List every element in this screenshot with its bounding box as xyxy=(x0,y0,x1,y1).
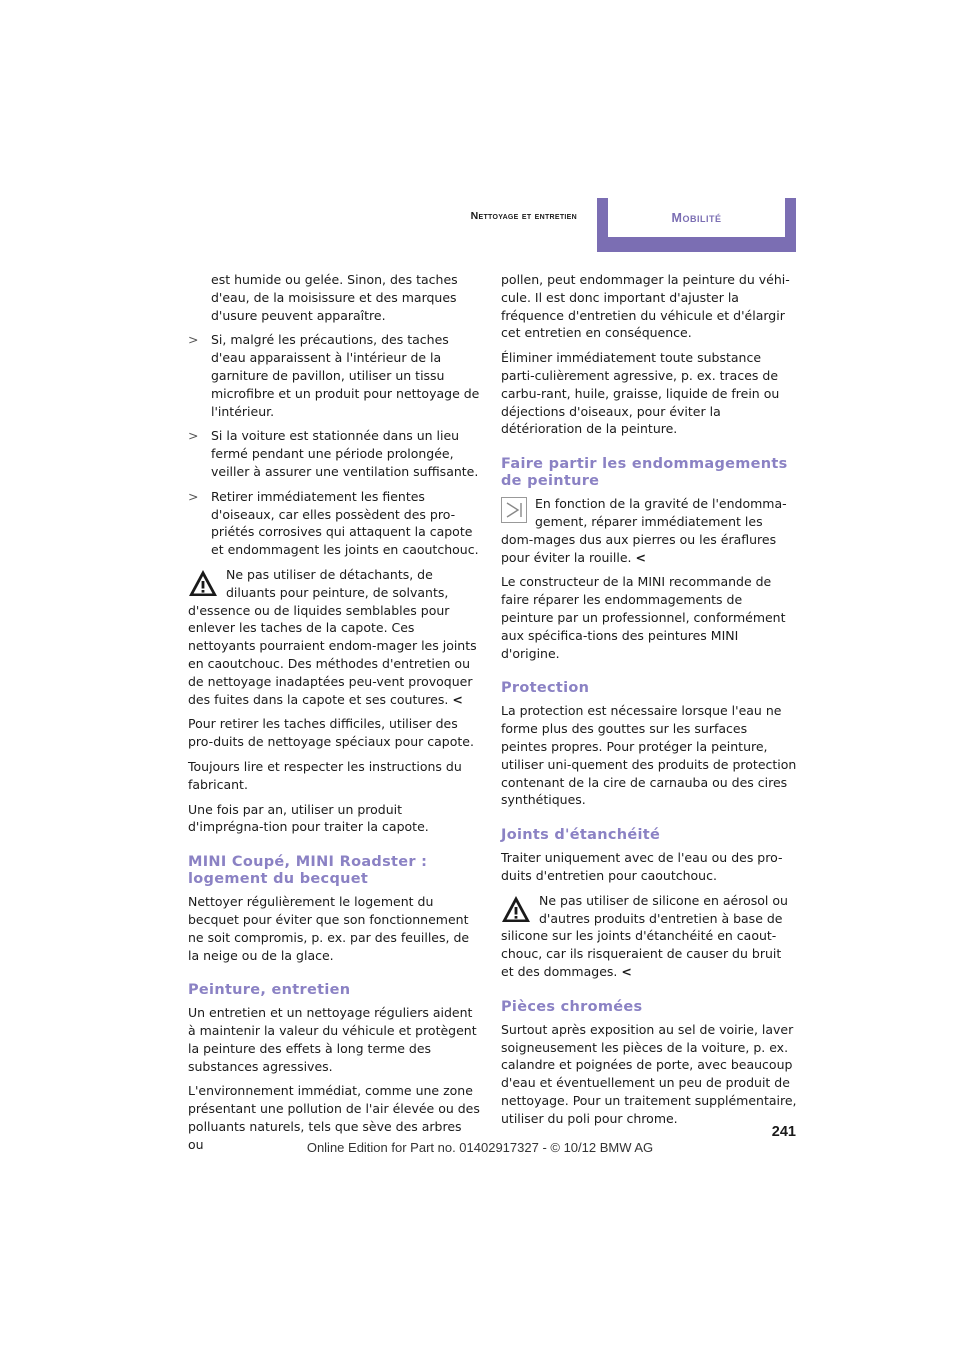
end-mark: < xyxy=(452,691,463,707)
paragraph: Surtout après exposition au sel de voirie, laver soigneusement les pièces de la voiture, p. ex. calandre et poignées de porte, avec beaucoup d'eau et éventuellement un peu de produit de nettoyage. Pour un traitement supplémentaire, utiliser du poli pour chrome. xyxy=(501,1021,797,1126)
heading-peinture: Peinture, entretien xyxy=(188,982,351,999)
warning-icon xyxy=(188,568,218,598)
section-title: Nettoyage et entretien xyxy=(470,210,577,222)
paragraph: La protection est nécessaire lorsque l'eau ne forme plus des gouttes sur les surfaces peintes propres. Pour protéger la peinture, utiliser uni-quement des produits de protection contenant de la cire de carnauba ou des cires synthétiques. xyxy=(501,703,797,808)
bullet-arrow: > xyxy=(188,332,199,348)
chapter-label: Mobilité xyxy=(608,198,785,237)
warning-note xyxy=(188,566,480,708)
right-column xyxy=(501,271,797,1134)
tip-text: En fonction de la gravité de l'endomma-gement, réparer immédiatement les dom-mages dus aux pierres ou les éraflures pour éviter la rouille. xyxy=(501,496,787,565)
paragraph: Traiter uniquement avec de l'eau ou des pro-duits d'entretien pour caoutchouc. xyxy=(501,850,783,883)
bullet-item xyxy=(188,427,480,480)
warning-note xyxy=(501,892,797,981)
tip-note xyxy=(501,495,797,566)
heading-chrome: Pièces chromées xyxy=(501,998,643,1015)
left-column xyxy=(188,271,480,1161)
warning-text: Ne pas utiliser de silicone en aérosol ou d'autres produits d'entretien à base de silicone sur les joints d'étanchéité en caout-chouc, car ils risqueraient de causer du bruit et des dommages. xyxy=(501,892,788,979)
paragraph: Nettoyer régulièrement le logement du becquet pour éviter que son fonctionnement ne soit compromis, p. ex. par des feuilles, de la neige ou de la glace. xyxy=(188,894,470,963)
bullet-arrow: > xyxy=(188,428,199,444)
paragraph: Éliminer immédiatement toute substance parti-culièrement agressive, p. ex. traces de carbu-rant, huile, graisse, liquide de frein ou déjections d'oiseaux, pour éviter la détérioration de la peinture. xyxy=(501,350,780,437)
paragraph: Une fois par an, utiliser un produit d'imprégna-tion pour traiter la capote. xyxy=(188,801,429,835)
paragraph: Toujours lire et respecter les instructions du fabricant. xyxy=(188,758,462,792)
paragraph: pollen, peut endommager la peinture du véhi-cule. Il est donc important d'ajuster la fréquence d'entretien du véhicule et d'élargir cet entretien en conséquence. xyxy=(501,272,790,341)
paragraph: Un entretien et un nettoyage réguliers aident à maintenir la valeur du véhicule et protègent la peinture des effets à long terme des substances agressives. xyxy=(188,1005,477,1074)
bullet-item xyxy=(188,488,480,559)
paragraph: L'environnement immédiat, comme une zone présentant une pollution de l'air élevée ou des polluants naturels, tels que sève des arbres ou xyxy=(188,1083,480,1152)
bullet-item xyxy=(188,331,480,420)
bullet-text: Si la voiture est stationnée dans un lieu fermé pendant une période prolongée, veiller à assurer une ventilation suffisante. xyxy=(211,428,479,479)
chapter-tab xyxy=(597,198,796,252)
paragraph: Pour retirer les taches difficiles, utiliser des pro-duits de nettoyage spéciaux pour capote. xyxy=(188,716,474,750)
warning-icon xyxy=(501,894,531,924)
paragraph: Le constructeur de la MINI recommande de faire réparer les endommagements de peinture par un professionnel, conformément aux spécifica-tions des peintures MINI d'origine. xyxy=(501,574,786,661)
bullet-text: Retirer immédiatement les fientes d'oiseaux, car elles possèdent des pro-priétés corrosives qui attaquent la capote et endommagent les joints en caoutchouc. xyxy=(211,488,479,558)
heading-becquet: MINI Coupé, MINI Roadster : logement du becquet xyxy=(188,854,428,888)
heading-joints: Joints d'étanchéité xyxy=(501,827,661,844)
page-number: 241 xyxy=(771,1124,796,1140)
end-mark: < xyxy=(635,549,646,565)
heading-protection: Protection xyxy=(501,680,590,697)
warning-text: Ne pas utiliser de détachants, de diluants pour peinture, de solvants, d'essence ou de liquides semblables pour enlever les taches de la capote. Ces nettoyants pourraient endom-mager les joints en caoutchouc. Des méthodes d'entretien ou de nettoyage inadaptées peu-vent provoquer des fuites dans la capote et ses coutures. xyxy=(188,566,477,707)
bullet-text: Si, malgré les précautions, des taches d'eau apparaissent à l'intérieur de la garniture de pavillon, utiliser un tissu microfibre et un produit pour nettoyage de l'intérieur. xyxy=(211,332,480,419)
continued-paragraph: est humide ou gelée. Sinon, des taches d'eau, de la moisissure et des marques d'usure peuvent apparaître. xyxy=(211,272,458,323)
footer-edition: Online Edition for Part no. 01402917327 - © 10/12 BMW AG xyxy=(306,1140,654,1155)
bullet-arrow: > xyxy=(188,488,199,504)
end-mark: < xyxy=(621,963,632,979)
arrow-note-icon xyxy=(501,497,527,523)
heading-reparer: Faire partir les endommagements de peinture xyxy=(501,456,788,490)
